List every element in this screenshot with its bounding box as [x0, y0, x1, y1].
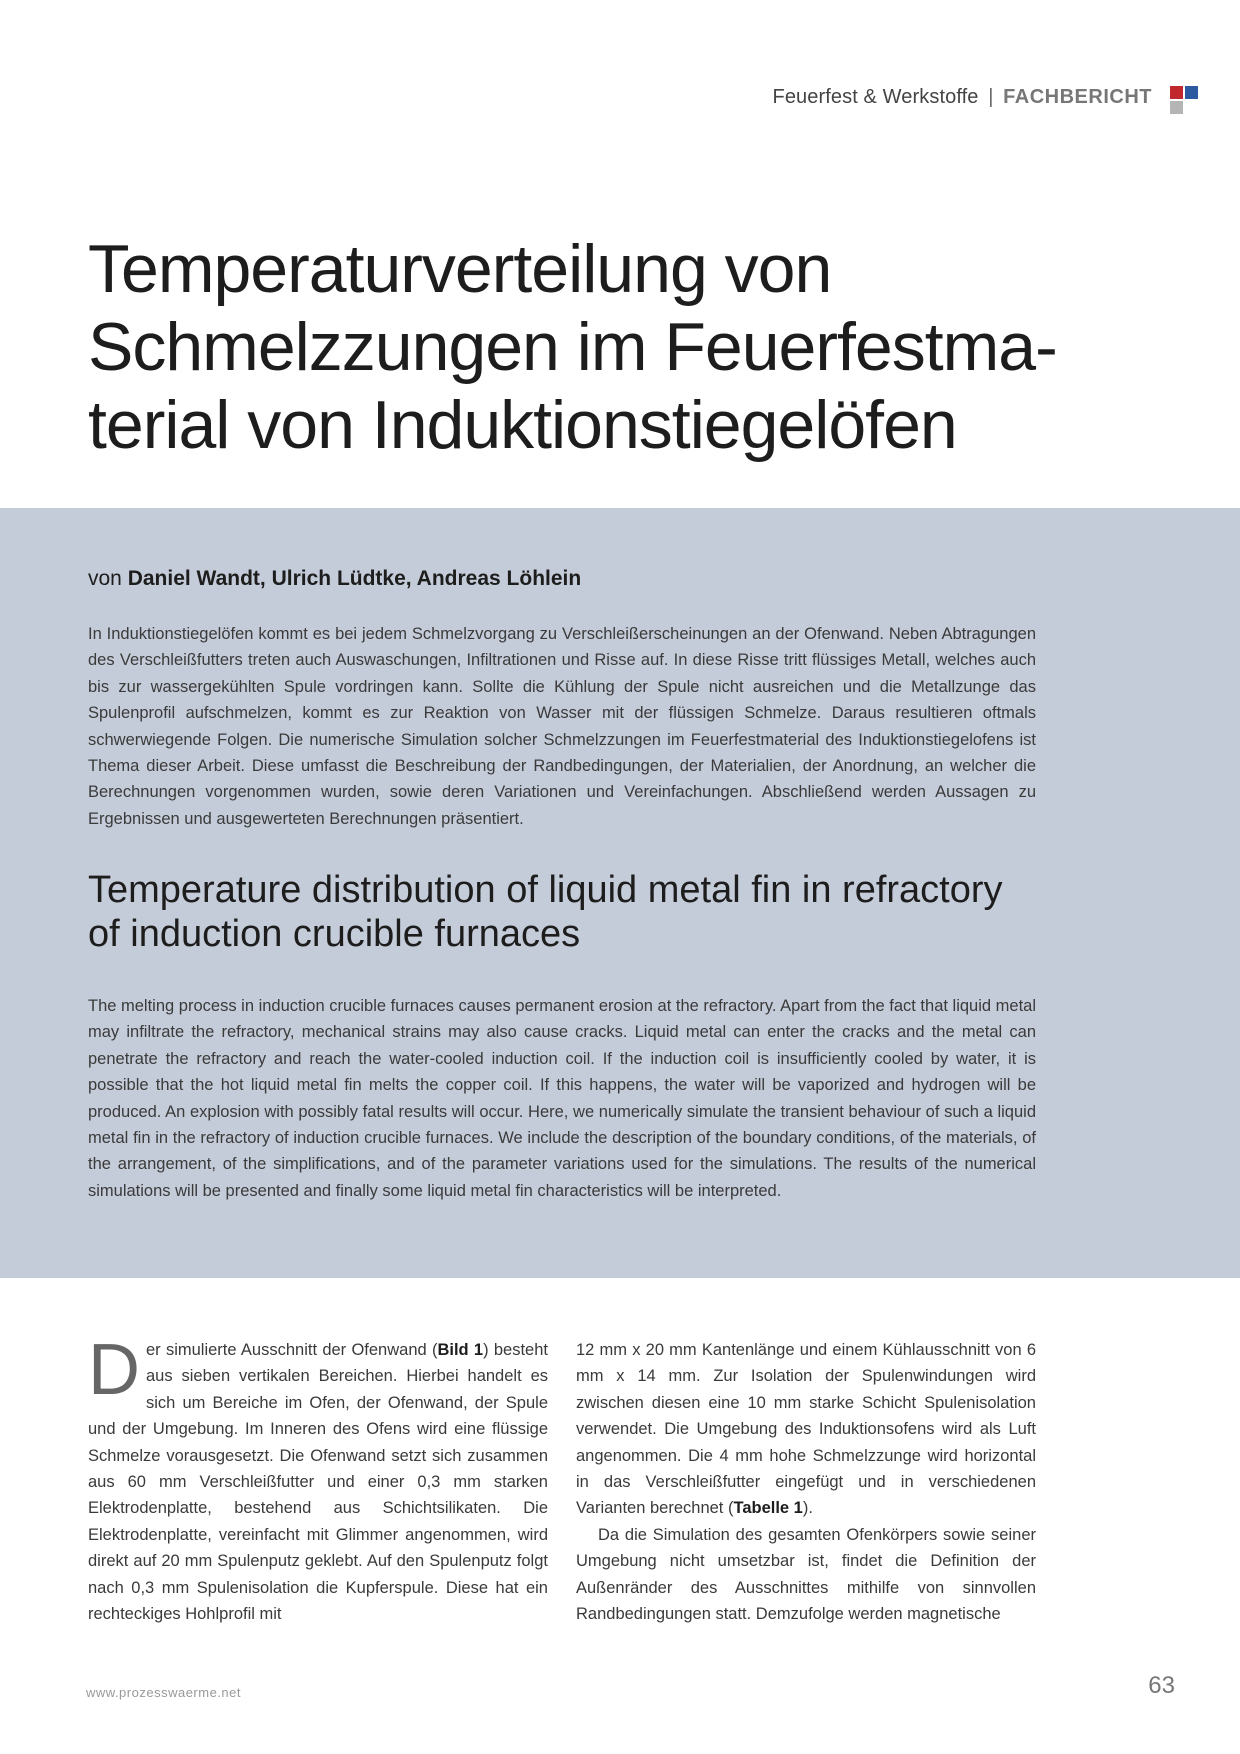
logo-square-blue — [1185, 86, 1198, 99]
body-text: er simulierte Ausschnitt der Ofenwand ( — [146, 1341, 438, 1359]
body-paragraph — [88, 1330, 548, 1627]
body-text: ) besteht aus sieben vertikalen Bereichen. Hierbei handelt es sich um Bereiche im Ofen, der Ofenwand, der Spule und der Umgebung. Im Inneren des Ofens wird eine flüssige Schmelze vorausgesetzt. Die Ofenwand setzt sich zusammen aus 60 mm Verschleißfutter und einer 0,3 mm starken Elektrodenplatte, bestehend aus Schichtsilikaten. Die Elektrodenplatte, vereinfacht mit Glimmer angenommen, wird direkt auf 20 mm Spulenputz geklebt. Auf den Spulenputz folgt nach 0,3 mm Spulenisolation die Kupferspule. Diese hat ein rechteckiges Hohlprofil mit — [88, 1341, 548, 1624]
title-line: terial von Induktionstiegelöfen — [88, 387, 957, 463]
body-column-right — [576, 1337, 1036, 1627]
table-reference: Tabelle 1 — [733, 1499, 803, 1518]
body-text: ). — [802, 1499, 813, 1518]
header-article-type: FACHBERICHT — [1003, 86, 1152, 108]
drop-cap: D — [88, 1330, 140, 1410]
abstract-german: In Induktionstiegelöfen kommt es bei jedem Schmelzvorgang zu Verschleißerscheinungen an der Ofenwand. Neben Abtragungen des Verschleißfutters treten auch Auswaschungen, Infiltrationen und Risse auf. In diese Risse tritt flüssiges Metall, welches auch bis zur wassergekühlten Spule vordringen kann. Sollte die Kühlung der Spule nicht ausreichen und die Metallzunge das Spulenprofil aufschmelzen, kommt es zur Reaktion von Wasser mit der flüssigen Schmelze. Daraus resultieren oftmals schwerwiegende Folgen. Die numerische Simulation solcher Schmelzzungen im Feuerfestmaterial des Induktionstiegelofens ist Thema dieser Arbeit. Diese umfasst die Beschreibung der Randbedingungen, der Materialien, der Anordnung, an welcher die Berechnungen vorgenommen wurden, sowie deren Variationen und Vereinfachungen. Abschließend werden Aussagen zu Ergebnissen und ausgewerteten Berechnungen präsentiert. — [88, 625, 1036, 828]
body-column-left — [88, 1330, 548, 1627]
title-line: Temperaturverteilung von — [88, 231, 832, 307]
authors-line — [88, 567, 581, 591]
english-title-line: of induction crucible furnaces — [88, 913, 581, 955]
article-title — [88, 230, 1168, 464]
body-paragraph: Da die Simulation des gesamten Ofenkörpers sowie seiner Umgebung nicht umsetzbar ist, findet die Definition der Außenränder des Ausschnittes mithilfe von sinnvollen Randbedingungen statt. Demzufolge werden magnetische — [576, 1525, 1036, 1624]
english-title-line: Temperature distribution of liquid metal fin in refractory — [88, 869, 1003, 911]
header-separator: | — [988, 86, 994, 108]
logo-square-grey — [1170, 101, 1183, 114]
abstract-english: The melting process in induction crucible furnaces causes permanent erosion at the refractory. Apart from the fact that liquid metal may infiltrate the refractory, mechanical strains may also cause cracks. Liquid metal can enter the cracks and the metal can penetrate the refractory and reach the water-cooled induction coil. If the induction coil is insufficiently cooled by water, it is possible that the hot liquid metal fin melts the copper coil. If this happens, the water will be vaporized and hydrogen will be produced. An explosion with possibly fatal results will occur. Here, we numerically simulate the transient behaviour of such a liquid metal fin in the refractory of induction crucible furnaces. We include the description of the boundary conditions, of the materials, of the arrangement, of the simplifications, and of the parameter variations used for the simulations. The results of the numerical simulations will be presented and finally some liquid metal fin characteristics will be interpreted. — [88, 997, 1037, 1200]
figure-reference: Bild 1 — [437, 1341, 484, 1359]
body-text: 12 mm x 20 mm Kantenlänge und einem Kühlausschnitt von 6 mm x 14 mm. Zur Isolation der Spulenwindungen wird zwischen diesen eine 10 mm starke Schicht Spulenisolation verwendet. Die Umgebung des Induktionsofens wird als Luft angenommen. Die 4 mm hohe Schmelzzunge wird horizontal in das Verschleißfutter eingefügt und in verschiedenen Varianten berechnet ( — [576, 1341, 1036, 1518]
logo-square-red — [1170, 86, 1183, 99]
running-header — [773, 86, 1152, 109]
english-title — [88, 868, 1138, 956]
body-paragraph — [576, 1337, 1036, 1522]
journal-logo-icon — [1170, 86, 1200, 116]
title-line: Schmelzzungen im Feuerfestma- — [88, 309, 1057, 385]
author-names: Daniel Wandt, Ulrich Lüdtke, Andreas Löhlein — [127, 567, 582, 590]
page-number: 63 — [1148, 1672, 1175, 1699]
authors-prefix: von — [88, 567, 122, 590]
footer-url: www.prozesswaerme.net — [86, 1685, 241, 1700]
header-section: Feuerfest & Werkstoffe — [772, 86, 979, 108]
